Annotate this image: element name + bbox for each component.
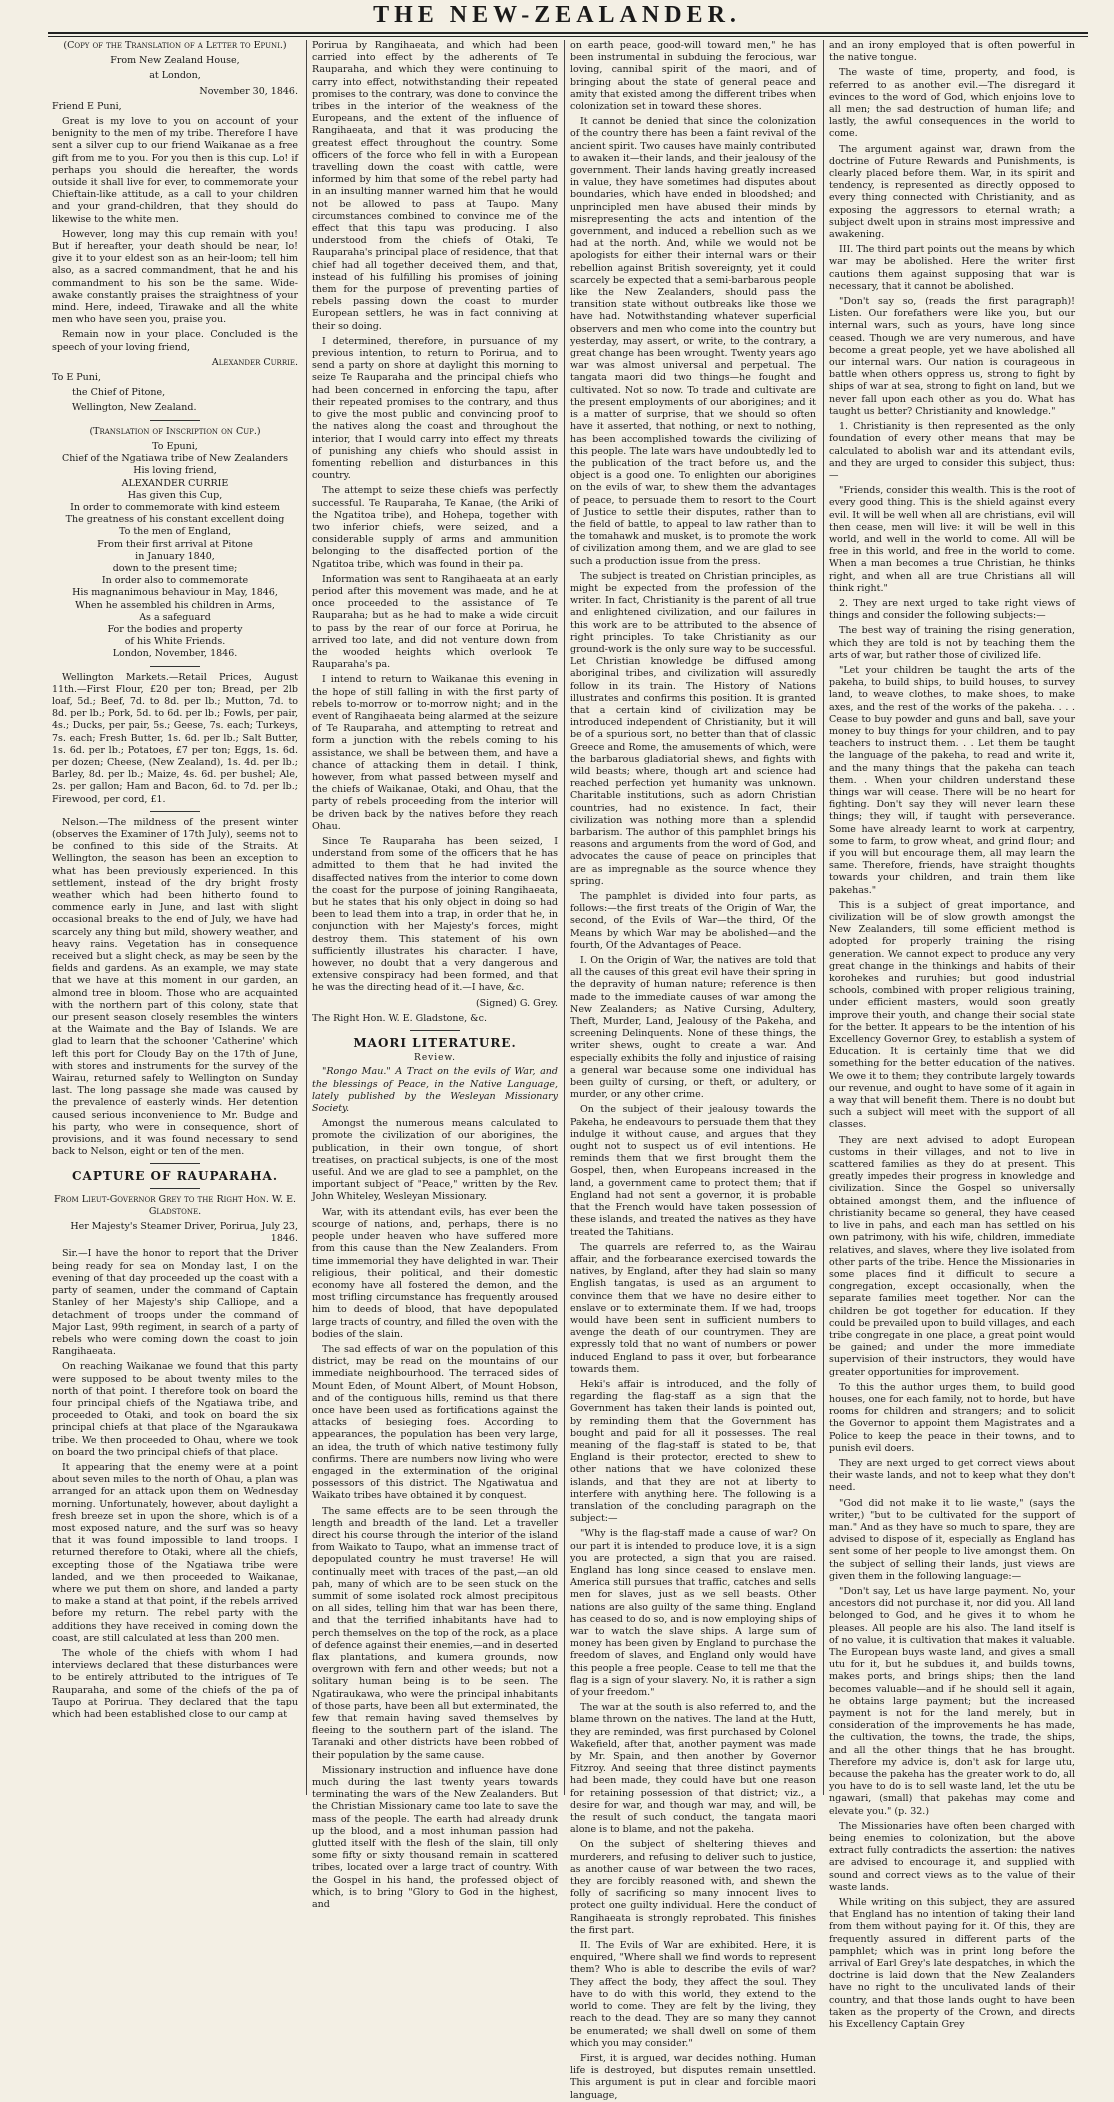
divider: [150, 666, 200, 667]
dispatch-addressee: The Right Hon. W. E. Gladstone, &c.: [312, 1012, 487, 1024]
review-paragraph: Amongst the numerous means calculated to promote the civilization of our aborigines, the publication, in their own tongue, of short treatises, on practical subjects, is one of the most useful. And we are glad to see a pamphlet, on the important subject of "Peace," written by the Rev. John Whiteley, Wesleyan Missionary.: [312, 1118, 558, 1203]
review-paragraph: II. The Evils of War are exhibited. Here, it is enquired, "Where shall we find words to represent them? Who is able to describe the evils of war? They affect the body, they affect the soul. They have to do with this world, they extend to the world to come. They are felt by the living, they reach to the dead. They are so many they cannot be enumerated; we shall dwell on some of them which you may consider.": [570, 1940, 816, 2049]
review-paragraph: "Why is the flag-staff made a cause of war? On our part it is intended to produce love, it is a sign you are protected, a sign that you are raised. England has long since ceased to enslave men. America still pursues that traffic, catches and sells men for slaves, just as we sell beasts. Other nations are also guilty of the same thing. England has ceased to do so, and is now employing ships of war to watch the slave ships. A large sum of money has been given by England to purchase the freedom of slaves, and England only would have this people a free people. Cease to tell me that the flag is a sign of your slavery. No, it is rather a sign of your freedom.": [570, 1528, 816, 1699]
dispatch-paragraph: The attempt to seize these chiefs was perfectly successful. Te Rauparaha, Te Kanae, (the Ariki of the Ngatitoa tribe), and Hohepa, together with two inferior chiefs, were seized, and a considerable supply of arms and ammunition belonging to the disaffected portion of the Ngatitoa tribe, which was found in their pa.: [312, 485, 558, 570]
inscription-line: His loving friend,: [133, 465, 217, 477]
inscription-line: For the bodies and property: [107, 623, 243, 635]
column-1: [52, 40, 298, 1800]
inscription-line: To Epuni,: [152, 440, 198, 452]
column-2: [312, 40, 558, 1911]
dispatch-ship: Her Majesty's Steamer Driver, Porirua, July 23, 1846.: [70, 1221, 298, 1245]
column-3: [570, 40, 816, 2101]
dispatch-paragraph: Porirua by Rangihaeata, and which had been carried into effect by the adherents of Te Rauparaha, and which they were continuing to carry into effect, notwithstanding their repeated promises to the contrary, was done to convince the tribes in the interior of the weakness of the Europeans, and the extent of the influence of Rangihaeata, and that it was producing the greatest effect throughout the country. Some officers of the force who fell in with a European travelling down the coast with cattle, were informed by him that some of the rebel party had in an insulting manner warned him that he would not be allowed to pass at Taupo. Many circumstances combined to convince me of the effect that this tapu was producing. I also understood from the chiefs of Otaki, Te Rauparaha's principal place of residence, that that chief had all together deceived them, and that, instead of his fulfilling his promises of joining them for the purpose of preventing parties of rebels passing down the coast to murder European settlers, he was in fact conniving at their so doing.: [312, 40, 558, 332]
divider: [150, 420, 200, 421]
review-paragraph: The war at the south is also referred to, and the blame thrown on the natives. The land at the Hutt, they are reminded, was first purchased by Colonel Wakefield, after that, another payment was made by Mr. Spain, and then another by Governor Fitzroy. And seeing that three distinct payments had been made, they could have but one reason for retaining possession of that district; viz., a desire for war, and though war may, and will, be the result of such conduct, the tangata maori alone is to blame, and not the pakeha.: [570, 1702, 816, 1836]
dispatch-paragraph: It appearing that the enemy were at a point about seven miles to the north of Ohau, a plan was arranged for an attack upon them on Wednesday morning. Unfortunately, however, about daylight a fresh breeze set in upon the shore, which is of a most exposed nature, and the surf was so heavy that it was found impossible to land troops. I returned therefore to Otaki, where all the chiefs, excepting those of the Ngatiawa tribe were landed, and we then proceeded to Waikanae, where we put them on shore, and landed a party to make a stand at that point, if the rebels arrived before my return. The rebel party with the additions they have received in coming down the coast, are still calculated at less than 200 men.: [52, 1461, 298, 1644]
letter-date: November 30, 1846.: [199, 85, 298, 97]
dispatch-paragraph: The whole of the chiefs with whom I had interviews declared that these disturbances were to be entirely attributed to the intrigues of Te Rauparaha, and some of the chiefs of the pa of Taupo at Porirua. They declared that the tapu which had been established close to our camp at: [52, 1647, 298, 1720]
review-paragraph: To this the author urges them, to build good houses, one for each family, not to horde, but have rooms for children and strangers; and to solicit the Governor to appoint them Magistrates and a Police to keep the peace in their towns, and to punish evil doers.: [829, 1381, 1075, 1454]
section-subheading-review: Review.: [414, 1053, 456, 1064]
address-line: the Chief of Pitone,: [72, 387, 166, 399]
dispatch-paragraph: On reaching Waikanae we found that this party were supposed to be about twenty miles to the north of that point. I therefore took on board the four principal chiefs of the Ngatiawa tribe, and proceeded to Otaki, and took on board the six principal chiefs at that place of the Ngaraukawa tribe. We then proceeded to Ohau, where we took on board the two principal chiefs of that place.: [52, 1361, 298, 1458]
letter-paragraph: However, long may this cup remain with you! But if hereafter, your death should be near, lo! give it to your eldest son as an heir-loom; tell him also, as a sacred commandment, that he and his commandment to his son be the same. Wide-awake constantly praises the straightness of your mind. Here, indeed, Tirawake and all the white men who have seen you, praise you.: [52, 228, 298, 326]
review-paragraph: 2. They are next urged to take right views of things and consider the following subjects:—: [829, 597, 1075, 622]
divider: [150, 1188, 200, 1189]
dispatch-paragraph: I determined, therefore, in pursuance of my previous intention, to return to Porirua, and to send a party on shore at daylight this morning to seize Te Rauparaha and the principal chiefs who had been concerned in enforcing the tapu, after their repeated promises to the contrary, and thus to give the most public and convincing proof to the natives along the coast and throughout the interior, that I would carry into effect my threats of punishing any chiefs who should assist in fomenting rebellion and disturbances in this country.: [312, 335, 558, 482]
inscription-heading: (Translation of Inscription on Cup.): [89, 425, 261, 437]
review-paragraph: The argument against war, drawn from the doctrine of Future Rewards and Punishments, is clearly placed before them. War, in its spirit and tendency, is represented as directly opposed to every thing connected with Christianity, and as exposing the aggressors to eternal wrath; a subject dwelt upon in strains most impressive and awakening.: [829, 143, 1075, 241]
masthead-rule-thin: [48, 36, 1088, 37]
review-paragraph: III. The third part points out the means by which war may be abolished. Here the writer first cautions them against supposing that war is necessary, that it cannot be abolished.: [829, 244, 1075, 292]
review-paragraph: "Don't say so, (reads the first paragraph)! Listen. Our forefathers were like you, but our internal wars, such as yours, have long since ceased. Though we are very numerous, and have become a great people, yet we have abolished all our internal wars. Our nation is courageous in battle when others oppress us, strong to fight by ships of war at sea, strong to fight on land, but we never fall upon each other as you do. What has taught us better? Christianity and knowledge.": [829, 296, 1075, 417]
review-paragraph: The pamphlet is divided into four parts, as follows:—the first treats of the Origin of War, the second, of the Evils of War—the third, Of the Means by which War may be abolished—and the fourth, Of the Advantages of Peace.: [570, 891, 816, 951]
inscription-line: In order to commemorate with kind esteem: [70, 501, 280, 513]
address-line: To E Puni,: [52, 372, 101, 384]
inscription-block: [52, 441, 298, 661]
inscription-line: of his White Friends.: [124, 636, 226, 648]
section-heading-literature: MAORI LITERATURE.: [353, 1036, 517, 1051]
dispatch-paragraph: I intend to return to Waikanae this evening in the hope of still falling in with the first party of rebels to-morrow or to-morrow night; and in the event of Rangihaeata being alarmed at the seizure of Te Rauparaha, and attempting to retreat and form a junction with the rebels coming to his assistance, we shall be between them, and have a chance of attacking them in detail. I think, however, from what passed between myself and the chiefs of Waikanae, Otaki, and Ohau, that the party of rebels proceeding from the interior will be driven back by the natives before they reach Ohau.: [312, 674, 558, 832]
inscription-line: To the men of England,: [119, 526, 231, 538]
inscription-line: Has given this Cup,: [127, 489, 223, 501]
divider: [150, 1163, 200, 1164]
column-divider: [823, 40, 824, 1795]
inscription-line: Chief of the Ngatiawa tribe of New Zealanders: [61, 453, 289, 465]
review-paragraph: The sad effects of war on the population of this district, may be read on the mountains of our immediate neighbourhood. The terraced sides of Mount Eden, of Mount Albert, of Mount Hobson, and of the contiguous hills, remind us that there once have been used as fortifications against the attacks of besieging foes. According to appearances, the population has been very large, an idea, the truth of which native testimony fully confirms. There are numbers now living who were engaged in the extermination of the original possessors of this district. The Ngatiwatua and Waikato tribes have obtained it by conquest.: [312, 1343, 558, 1502]
inscription-line: down to the present time;: [112, 562, 238, 574]
column-divider: [564, 40, 565, 1795]
review-paragraph: The same effects are to be seen through the length and breadth of the land. Let a traveller direct his course through the interior of the island from Waikato to Taupo, what an immense tract of depopulated country he must traverse! He will continually meet with traces of the past,—an old pah, many of which are to be seen stuck on the summit of some isolated rock almost precipitous on all sides, telling him that war has been there, and that the terrified inhabitants have had to perch themselves on the top of the rock, as a place of defence against their enemies,—and in deserted flax plantations, and kumera grounds, now overgrown with fern and other weeds; but not a solitary human being is to be seen. The Ngatiraukawa, who were the principal inhabitants of those parts, have been all but exterminated, the few that remain having saved themselves by fleeing to the southern part of the island. The Taranaki and other districts have been robbed of their population by the same cause.: [312, 1505, 558, 1761]
review-intro: "Rongo Mau." A Tract on the evils of War, and the blessings of Peace, in the Native Language, lately published by the Wesleyan Missionary Society.: [312, 1066, 558, 1115]
review-paragraph: "Let your children be taught the arts of the pakeha, to build ships, to build houses, to survey land, to weave clothes, to make shoes, to make axes, and the rest of the works of the pakeha. . . . Cease to buy powder and guns and ball, save your money to buy things for your children, and to pay teachers to instruct them. . . Let them be taught the language of the pakeha, to read and write it, and the many things that the pakeha can teach them. . When your children understand these things war will cease. There will be no heart for fighting. Don't say they will never learn these things; they will, if taught with perseverance. Some have already learnt to work at carpentry, some to farm, to grow wheat, and grind flour; and if you will but encourage them, all may learn the same. Therefore, friends, have straight thoughts towards your children, and train them like pakehas.": [829, 664, 1075, 896]
review-paragraph: 1. Christianity is then represented as the only foundation of every other means that may be calculated to abolish war and its attendant evils, and they are urged to consider this subject, thus:—: [829, 421, 1075, 481]
masthead-rule: [48, 32, 1088, 34]
review-paragraph: "God did not make it to lie waste," (says the writer,) "but to be cultivated for the support of man." And as they have so much to spare, they are advised to dispose of it, especially as England has sent some of her people to live amongst them. On the subject of selling their lands, just views are given them in the following language:—: [829, 1497, 1075, 1582]
inscription-line: From their first arrival at Pitone: [97, 538, 253, 550]
review-paragraph: On the subject of their jealousy towards the Pakeha, he endeavours to persuade them that they indulge it without cause, and argues that they ought not to suspect us of evil intentions. He reminds them that we first brought them the Gospel, then, when Europeans increased in the land, a government came to protect them; that if England had not sent a governor, it is probable that the French would have taken possession of these islands, and treated the natives as they have treated the Tahitians.: [570, 1104, 816, 1238]
review-paragraph: On the subject of sheltering thieves and murderers, and refusing to deliver such to justice, as another cause of war between the two races, they are forcibly reasoned with, and shewn the folly of sacrificing so many innocent lives to protect one guilty individual. Here the conduct of Rangihaeata is strongly reprobated. This finishes the first part.: [570, 1839, 816, 1936]
review-paragraph: Missionary instruction and influence have done much during the last twenty years towards terminating the wars of the New Zealanders. But the Christian Missionary came too late to save the mass of the people. The earth had already drunk up the blood, and a most inhuman passion had glutted itself with the flesh of the slain, till only some fifty or sixty thousand remain in scattered tribes, located over a large tract of country. With the Gospel in his hand, the professed object of which, is to bring "Glory to God in the highest, and: [312, 1764, 558, 1911]
review-paragraph: War, with its attendant evils, has ever been the scourge of nations, and, perhaps, there is no people under heaven who have suffered more from this cause than the New Zealanders. From time immemorial they have delighted in war. Their religious, their political, and their domestic economy have all fostered the demon, and the most trifling circumstance has frequently aroused him to deeds of blood, that have depopulated large tracts of country, and filled the oven with the bodies of the slain.: [312, 1206, 558, 1340]
review-paragraph: The best way of training the rising generation, which they are told is not by teaching them the arts of war, but rather those of civilized life.: [829, 625, 1075, 661]
inscription-line: London, November, 1846.: [112, 648, 238, 660]
dispatch-from: From Lieut-Governor Grey to the Right Hon. W. E. Gladstone.: [53, 1193, 297, 1217]
letter-signature: Alexander Currie.: [211, 356, 298, 368]
dispatch-paragraph: Sir.—I have the honor to report that the Driver being ready for sea on Monday last, I on the evening of that day proceeded up the coast with a party of seamen, under the command of Captain Stanley of her Majesty's ship Calliope, and a detachment of troops under the command of Major Last, 99th regiment, in search of a party of rebels who were coming down the coast to join Rangihaeata.: [52, 1248, 298, 1358]
review-paragraph: While writing on this subject, they are assured that England has no intention of taking their land from them without paying for it. Of this, they are frequently assured in different parts of the pamphlet; which was in print long before the arrival of Earl Grey's late despatches, in which the doctrine is laid down that the New Zealanders have no right to the unculivated lands of their country, and that those lands ought to have been taken as the property of the Crown, and directs his Excellency Captain Grey: [829, 1897, 1075, 2031]
section-heading-capture: CAPTURE OF RAUPARAHA.: [71, 1169, 279, 1184]
divider: [410, 1030, 460, 1031]
markets-paragraph: Wellington Markets.—Retail Prices, August 11th.—First Flour, £20 per ton; Bread, per 2lb loaf, 5d.; Beef, 7d. to 8d. per lb.; Mutton, 7d. to 8d. per lb.; Pork, 5d. to 6d. per lb.; Fowls, per pair, 4s.; Ducks, per pair, 5s.; Geese, 7s. each; Turkeys, 7s. each; Fresh Butter, 1s. 6d. per lb.; Salt Butter, 1s. 6d. per lb.; Potatoes, £7 per ton; Eggs, 1s. 6d. per dozen; Cheese, (New Zealand), 1s. 4d. per lb.; Barley, 8d. per lb.; Maize, 4s. 6d. per bushel; Ale, 2s. per gallon; Ham and Bacon, 6d. to 7d. per lb.; Firewood, per cord, £1.: [52, 671, 298, 805]
dispatch-signed: (Signed) G. Grey.: [475, 997, 558, 1009]
review-paragraph: Heki's affair is introduced, and the folly of regarding the flag-staff as a sign that the Government has taken their lands is pointed out, by reminding them that the Government has bought and paid for all it possesses. The real meaning of the flag-staff is stated to be, that England is their protector, erected to shew to other nations that we have colonized these islands, and that they are not at liberty to interfere with anything here. The following is a translation of the concluding paragraph on the subject:—: [570, 1378, 816, 1525]
inscription-line: As a safeguard: [139, 611, 211, 623]
inscription-line: In order also to commemorate: [101, 575, 249, 587]
column-divider: [306, 40, 307, 1795]
inscription-line: The greatness of his constant excellent doing: [65, 514, 285, 526]
review-paragraph: The Missionaries have often been charged with being enemies to colonization, but the above extract fully contradicts the assertion: the natives are advised to encourage it, and supplied with sound and correct views as to the value of their waste lands.: [829, 1820, 1075, 1893]
inscription-line: in January 1840,: [135, 550, 215, 562]
letter-paragraph: Great is my love to you on account of your benignity to the men of my tribe. Therefore I have sent a silver cup to our friend Waikanae as a free gift from me to you. For you then is this cup. Lo! if perhaps you should die hereafter, the words outside it shall live for ever, to commemorate your Chieftain-like attitude, as a call to your children and your grand-children, that they should do likewise to the white men.: [52, 116, 298, 225]
dispatch-paragraph: Since Te Rauparaha has been seized, I understand from some of the officers that he has admitted to them that he had invited the disaffected natives from the interior to come down the coast for the purpose of joining Rangihaeata, but he states that his only object in doing so had been to lead them into a trap, in order that he, in conjunction with her Majesty's forces, might destroy them. This statement of his own sufficiently illustrates his character. I have, however, no doubt that a very dangerous and extensive conspiracy had been formed, and that he was the directing head of it.—I have, &c.: [312, 836, 558, 994]
review-paragraph: "Friends, consider this wealth. This is the root of every good thing. This is the shield against every evil. It will be well when all are christians, evil will then cease, men will live: it will be well in this world, and well in the world to come. All will be free in this world, and free in the world to come. When a man becomes a true Christian, he thinks right, and when all are true Christians all will think right.": [829, 485, 1075, 594]
inscription-line: When he assembled his children in Arms,: [75, 599, 275, 611]
review-paragraph: on earth peace, good-will toward men," he has been instrumental in subduing the ferocious, war loving, cannibal spirit of the maori, and of bringing about the state of general peace and amity that existed among the different tribes when colonization set in toward these shores.: [570, 40, 816, 113]
nelson-paragraph: Nelson.—The mildness of the present winter (observes the Examiner of 17th July), seems not to be confined to this side of the Straits. At Wellington, the season has been an exception to what has been previously experienced. In this settlement, instead of the dry bright frosty weather which had been hitherto found to commence early in June, and last with slight occasional breaks to the end of July, we have had scarcely any thing but mild, showery weather, and heavy rains. Vegetation has in consequence received but a slight check, as may be seen by the fields and gardens. As an example, we may state that we have at this moment in our garden, an almond tree in bloom. Those who are acquainted with the northern part of this colony, state that our present season closely resembles the winters at the Waimate and the Bay of Islands. We are glad to learn that the schooner 'Catherine' which left this port for Cloudy Bay on the 17th of June, with stores and instruments for the survey of the Wairau, returned safely to Wellington on Sunday last. The long passage she made was caused by the prevalence of easterly winds. Her detention caused serious inconvenience to Mr. Budge and his party, who were in consequence, short of provisions, and it was found necessary to send back to Nelson, eight or ten of the men.: [52, 816, 298, 1158]
column-4: [829, 40, 1075, 2031]
divider: [150, 811, 200, 812]
dispatch-paragraph: Information was sent to Rangihaeata at an early period after this movement was made, and he at once proceeded to the assistance of Te Rauparaha; but as he had to make a wide circuit to pass by the rear of our force at Porirua, he arrived too late, and did not venture down from the wooded heights which overlook Te Rauparaha's pa.: [312, 573, 558, 671]
review-paragraph: They are next urged to get correct views about their waste lands, and not to keep what they don't need.: [829, 1457, 1075, 1494]
letter-from: From New Zealand House,: [110, 55, 240, 67]
review-paragraph: It cannot be denied that since the colonization of the country there has been a faint revival of the ancient spirit. Two causes have mainly contributed to awaken it—their lands, and their jealousy of the government. Their lands having greatly increased in value, they have sometimes had disputes about boundaries, which have ended in bloodshed; and unprincipled men have abused their minds by misrepresenting the acts and intention of the government, and induced a rebellion such as we had at the north. And, while we would not be apologists for either their internal wars or their rebellion against British sovereignty, yet it could scarcely be expected that a semi-barbarous people like the New Zealanders, should pass the transition state without outbreaks like those we have had. Notwithstanding whatever superficial observers and men who come into the country but yesterday, may assert, or write, to the contrary, a great change has been wrought. Twenty years ago war was almost universal and perpetual. The tangata maori did two things—he fought and cultivated. Not so now. To trade and cultivate are the present employments of our aborigines; and it is a matter of surprise, that we should so often have it asserted, that nothing, or next to nothing, has been accomplished towards the civilizing of this people. The late wars have undoubtedly led to the publication of the tract before us, and the object is a good one. To enlighten our aborigines on the evils of war, to shew them the advantages of peace, to persuade them to resort to the Court of Justice to settle their disputes, rather than to the field of battle, to appeal to law rather than to the tomahawk and musket, is to promote the work of civilization among them, and we are glad to see such a production issue from the press.: [570, 116, 816, 567]
review-paragraph: and an irony employed that is often powerful in the native tongue.: [829, 40, 1075, 64]
masthead-title: THE NEW-ZEALANDER.: [373, 2, 741, 28]
letter-salutation: Friend E Puni,: [52, 100, 122, 112]
letter-place: at London,: [149, 70, 201, 82]
review-paragraph: The waste of time, property, and food, is referred to as another evil.—The disregard it evinces to the word of God, which enjoins love to all men; the sad destruction of human life; and lastly, the awful consequences in the world to come.: [829, 67, 1075, 140]
letter-paragraph: Remain now in your place. Concluded is the speech of your loving friend,: [52, 329, 298, 353]
address-line: Wellington, New Zealand.: [72, 402, 197, 414]
review-paragraph: "Don't say, Let us have large payment. No, your ancestors did not purchase it, nor did you. All land belonged to God, and he gives it to whom he pleases. All people are his also. The land itself is of no value, it is cultivation that makes it valuable. The European buys waste land, and gives a small utu for it, but he subdues it, and builds towns, makes ports, and brings ships; then the land becomes valuable—and if he should sell it again, he obtains large payment; but the increased payment is not for the land merely, but in consideration of the improvements he has made, the cultivation, the towns, the trade, the ships, and all the other things that he has brought. Therefore my advice is, don't ask for large utu, because the pakeha has the greater work to do, all you have to do is to sell waste land, let the utu be ngawari, (small) that pakehas may come and elevate you." (p. 32.): [829, 1585, 1075, 1817]
review-paragraph: The subject is treated on Christian principles, as might be expected from the profession of the writer. In fact, Christianity is the parent of all true and enlightened civilization, and our failures in this work are to be attributed to the absence of right principles. To take Christianity as our ground-work is the only sure way to be successful. Let Christian knowledge be diffused among aboriginal tribes, and civilization will assuredly follow in its train. The History of Nations illustrates and confirms this position. It is granted that a certain kind of civilization may be introduced independent of Christianity, but it will be of a spurious sort, no better than that of classic Greece and Rome, the amusements of which, were the barbarous gladiatorial shews, and fights with wild beasts; where, though art and science had reached perfection yet humanity was unknown. Charitable institutions, such as adorn Christian countries, had no existence. In fact, their civilization was nothing more than a splendid barbarism. The author of this pamphlet brings his reasons and arguments from the word of God, and advocates the cause of peace on principles that are as impregnable as the source whence they spring.: [570, 570, 816, 887]
review-paragraph: First, it is argued, war decides nothing. Human life is destroyed, but disputes remain unsettled. This argument is put in clear and forcible maori language,: [570, 2052, 816, 2101]
inscription-line: ALEXANDER CURRIE: [121, 477, 229, 489]
review-paragraph: The quarrels are referred to, as the Wairau affair, and the forbearance exercised towards the natives, by England, after they had slain so many English tangatas, is used as an argument to convince them that we have no desire either to enslave or to exterminate them. If we had, troops would have been sent in sufficient numbers to avenge the death of our countrymen. They are expressly told that no want of numbers or power induced England to pass it over, but forbearance towards them.: [570, 1241, 816, 1375]
letter-heading: (Copy of the Translation of a Letter to Epuni.): [63, 40, 287, 51]
review-paragraph: They are next advised to adopt European customs in their villages, and not to live in scattered families as they do at present. This greatly impedes their progress in knowledge and civilization. Since the Gospel so universally obtained amongst them, and the influence of christianity became so general, they have ceased to live in pahs, and each man has settled on his own patrimony, with his wife, children, immediate relatives, and slaves, where they live isolated from other parts of the tribe. Hence the Missionaries in some places find it difficult to secure a congregation, except occasionally, when the separate families meet together. Nor can the children be got together for education. If they could be prevailed upon to build villages, and each tribe congregate in one place, a great point would be gained; and under the more immediate supervision of their instructors, they would have greater opportunities for improvement.: [829, 1134, 1075, 1378]
review-paragraph: This is a subject of great importance, and civilization will be of slow growth amongst the New Zealanders, till some efficient method is adopted for properly training the rising generation. We cannot expect to produce any very great change in the thinkings and habits of their korohekes and ruruhies; but good industrial schools, combined with proper religious training, under efficient masters, would soon greatly improve their youth, and change their social state for the better. It appears to be the intention of his Excellency Governor Grey, to establish a system of Education. It is certainly time that we did something for the better education of the natives. We owe it to them; they contribute largely towards our revenue, and ought to have some of it again in a way that will benefit them. There is no doubt but such a subject will meet with the support of all classes.: [829, 899, 1075, 1131]
inscription-line: His magnanimous behaviour in May, 1846,: [72, 587, 278, 599]
review-paragraph: I. On the Origin of War, the natives are told that all the causes of this great evil have their spring in the depravity of human nature; reference is then made to the immediate causes of war among the New Zealanders; as Native Cursing, Adultery, Theft, Murder, Land, Jealousy of the Pakeha, and screening Delinquents. None of these things, the writer shews, ought to create a war. And especially exhibits the folly and injustice of raising a general war because some one individual has been guilty of cursing, or theft, or adultery, or murder, or any other crime.: [570, 955, 816, 1101]
